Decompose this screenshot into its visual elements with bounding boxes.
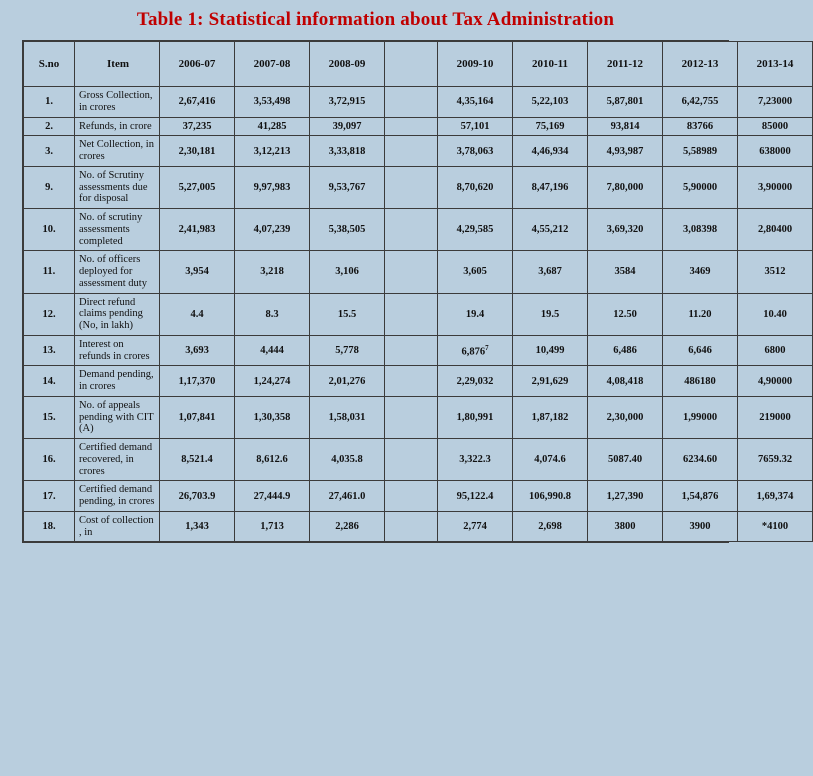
row-value-cell: 27,461.0 — [310, 481, 385, 512]
row-value-cell: 4,29,585 — [438, 209, 513, 251]
row-value-cell: 10,499 — [513, 335, 588, 366]
footnote-marker: 7 — [485, 343, 489, 352]
row-value-cell: 5,778 — [310, 335, 385, 366]
row-value-cell: 4,444 — [235, 335, 310, 366]
row-value-cell: 7,80,000 — [588, 166, 663, 208]
row-value-cell: *4100 — [738, 511, 813, 542]
row-value-cell: 106,990.8 — [513, 481, 588, 512]
row-value-cell: 486180 — [663, 366, 738, 397]
table-row — [24, 251, 813, 293]
row-item-label: Interest on refunds in crores — [75, 335, 160, 366]
table-header-row — [24, 42, 813, 87]
row-value-cell: 6,486 — [588, 335, 663, 366]
row-value-cell: 3584 — [588, 251, 663, 293]
row-value-cell: 1,30,358 — [235, 396, 310, 438]
row-blank-cell — [385, 335, 438, 366]
row-value-cell: 7,23000 — [738, 87, 813, 118]
column-header-2012-13: 2012-13 — [663, 42, 738, 87]
table-header — [24, 42, 813, 87]
row-value-cell: 10.40 — [738, 293, 813, 335]
row-value-cell: 3,72,915 — [310, 87, 385, 118]
row-serial-number: 9. — [24, 166, 75, 208]
row-value-cell: 8,47,196 — [513, 166, 588, 208]
row-value-cell: 1,27,390 — [588, 481, 663, 512]
table-row — [24, 439, 813, 481]
row-value-cell: 3,605 — [438, 251, 513, 293]
row-value-cell: 19.5 — [513, 293, 588, 335]
row-value-cell: 2,30,000 — [588, 396, 663, 438]
row-value-cell: 3,53,498 — [235, 87, 310, 118]
table-body — [24, 87, 813, 542]
row-blank-cell — [385, 209, 438, 251]
row-value-cell: 3,106 — [310, 251, 385, 293]
row-value-cell: 1,24,274 — [235, 366, 310, 397]
row-value-cell: 1,80,991 — [438, 396, 513, 438]
row-value-cell: 3,12,213 — [235, 136, 310, 167]
row-value-cell: 2,29,032 — [438, 366, 513, 397]
row-value-cell: 4,08,418 — [588, 366, 663, 397]
row-value-cell: 37,235 — [160, 117, 235, 136]
column-header-2013-14: 2013-14 — [738, 42, 813, 87]
row-value-cell: 6,646 — [663, 335, 738, 366]
row-value-cell: 4.4 — [160, 293, 235, 335]
row-value-cell: 638000 — [738, 136, 813, 167]
row-value-cell: 2,30,181 — [160, 136, 235, 167]
row-value-cell: 4,07,239 — [235, 209, 310, 251]
row-blank-cell — [385, 481, 438, 512]
row-blank-cell — [385, 136, 438, 167]
row-value-cell: 4,074.6 — [513, 439, 588, 481]
row-value-cell: 3,954 — [160, 251, 235, 293]
row-value-cell: 4,55,212 — [513, 209, 588, 251]
row-value-cell: 3,693 — [160, 335, 235, 366]
row-value-cell: 83766 — [663, 117, 738, 136]
row-value-cell: 19.4 — [438, 293, 513, 335]
row-value-cell: 5087.40 — [588, 439, 663, 481]
row-value-cell: 3,687 — [513, 251, 588, 293]
row-value-cell: 3,33,818 — [310, 136, 385, 167]
row-blank-cell — [385, 511, 438, 542]
page-title: Table 1: Statistical information about Tax Administration — [136, 9, 615, 30]
column-header-blank — [385, 42, 438, 87]
row-value-cell: 2,91,629 — [513, 366, 588, 397]
table-row — [24, 293, 813, 335]
statistical-table — [23, 41, 813, 542]
column-header-2010-11: 2010-11 — [513, 42, 588, 87]
table-row — [24, 209, 813, 251]
row-value-cell: 15.5 — [310, 293, 385, 335]
row-serial-number: 17. — [24, 481, 75, 512]
row-value-cell: 3,78,063 — [438, 136, 513, 167]
row-item-label: Certified demand recovered, in crores — [75, 439, 160, 481]
row-value-cell: 5,87,801 — [588, 87, 663, 118]
row-serial-number: 15. — [24, 396, 75, 438]
row-value-cell: 5,90000 — [663, 166, 738, 208]
row-value-cell: 1,99000 — [663, 396, 738, 438]
row-value-cell: 2,67,416 — [160, 87, 235, 118]
row-value-cell: 11.20 — [663, 293, 738, 335]
row-item-label: Gross Collection, in crores — [75, 87, 160, 118]
row-item-label: Certified demand pending, in crores — [75, 481, 160, 512]
row-blank-cell — [385, 366, 438, 397]
row-value-cell: 85000 — [738, 117, 813, 136]
table-row — [24, 481, 813, 512]
statistical-table-container — [22, 40, 794, 543]
row-value-cell: 1,58,031 — [310, 396, 385, 438]
row-value-cell: 1,713 — [235, 511, 310, 542]
row-serial-number: 18. — [24, 511, 75, 542]
row-serial-number: 13. — [24, 335, 75, 366]
table-row — [24, 136, 813, 167]
row-value-cell: 5,58989 — [663, 136, 738, 167]
column-header-2011-12: 2011-12 — [588, 42, 663, 87]
row-blank-cell — [385, 439, 438, 481]
row-item-label: No. of Scrutiny assessments due for disposal — [75, 166, 160, 208]
row-blank-cell — [385, 166, 438, 208]
row-value-cell: 9,97,983 — [235, 166, 310, 208]
row-serial-number: 11. — [24, 251, 75, 293]
row-serial-number: 10. — [24, 209, 75, 251]
row-blank-cell — [385, 396, 438, 438]
row-value-cell: 3,322.3 — [438, 439, 513, 481]
row-value-cell: 27,444.9 — [235, 481, 310, 512]
row-value-cell: 2,286 — [310, 511, 385, 542]
table-row — [24, 366, 813, 397]
row-serial-number: 3. — [24, 136, 75, 167]
row-value-cell: 3469 — [663, 251, 738, 293]
row-value-cell: 3,69,320 — [588, 209, 663, 251]
row-value-cell: 39,097 — [310, 117, 385, 136]
table-row — [24, 166, 813, 208]
row-value-cell: 3512 — [738, 251, 813, 293]
row-value-cell: 2,698 — [513, 511, 588, 542]
column-header-2009-10: 2009-10 — [438, 42, 513, 87]
row-blank-cell — [385, 87, 438, 118]
row-value-cell: 1,07,841 — [160, 396, 235, 438]
table-row — [24, 511, 813, 542]
row-value-cell: 2,774 — [438, 511, 513, 542]
row-item-label: Refunds, in crore — [75, 117, 160, 136]
row-serial-number: 16. — [24, 439, 75, 481]
row-serial-number: 2. — [24, 117, 75, 136]
row-value-cell: 12.50 — [588, 293, 663, 335]
row-blank-cell — [385, 293, 438, 335]
row-value-cell: 3800 — [588, 511, 663, 542]
table-row — [24, 87, 813, 118]
row-value-cell: 2,41,983 — [160, 209, 235, 251]
row-value-cell: 1,17,370 — [160, 366, 235, 397]
row-value-cell: 8,612.6 — [235, 439, 310, 481]
row-blank-cell — [385, 251, 438, 293]
row-value-cell: 5,22,103 — [513, 87, 588, 118]
column-header-sno: S.no — [24, 42, 75, 87]
row-value-cell: 93,814 — [588, 117, 663, 136]
row-value-cell: 75,169 — [513, 117, 588, 136]
row-value-cell: 2,80400 — [738, 209, 813, 251]
row-blank-cell — [385, 117, 438, 136]
table-row — [24, 335, 813, 366]
column-header-2008-09: 2008-09 — [310, 42, 385, 87]
row-value-cell: 41,285 — [235, 117, 310, 136]
row-value-cell: 3,90000 — [738, 166, 813, 208]
row-value-cell: 8,70,620 — [438, 166, 513, 208]
row-value-cell: 5,27,005 — [160, 166, 235, 208]
column-header-2007-08: 2007-08 — [235, 42, 310, 87]
row-value-cell: 1,343 — [160, 511, 235, 542]
row-item-label: No. of officers deployed for assessment duty — [75, 251, 160, 293]
row-value-cell: 95,122.4 — [438, 481, 513, 512]
row-value-cell: 4,35,164 — [438, 87, 513, 118]
row-value-cell: 4,93,987 — [588, 136, 663, 167]
row-value-cell: 6,42,755 — [663, 87, 738, 118]
column-header-item: Item — [75, 42, 160, 87]
row-value-cell: 2,01,276 — [310, 366, 385, 397]
row-value-cell: 7659.32 — [738, 439, 813, 481]
row-value-cell: 8,521.4 — [160, 439, 235, 481]
row-item-label: No. of appeals pending with CIT (A) — [75, 396, 160, 438]
row-value-cell: 6,876$^7$ — [438, 335, 513, 366]
row-item-label: Net Collection, in crores — [75, 136, 160, 167]
row-value-cell: 3900 — [663, 511, 738, 542]
row-item-label: Demand pending, in crores — [75, 366, 160, 397]
row-value-cell: 5,38,505 — [310, 209, 385, 251]
row-serial-number: 1. — [24, 87, 75, 118]
row-value-cell: 4,90000 — [738, 366, 813, 397]
row-value-cell: 3,08398 — [663, 209, 738, 251]
row-item-label: Direct refund claims pending (No, in lakh) — [75, 293, 160, 335]
row-value-cell: 8.3 — [235, 293, 310, 335]
row-value-cell: 57,101 — [438, 117, 513, 136]
row-value-cell: 6800 — [738, 335, 813, 366]
column-header-2006-07: 2006-07 — [160, 42, 235, 87]
row-serial-number: 12. — [24, 293, 75, 335]
row-value-cell: 6234.60 — [663, 439, 738, 481]
table-row — [24, 396, 813, 438]
row-value-cell: 219000 — [738, 396, 813, 438]
row-value-cell: 4,46,934 — [513, 136, 588, 167]
row-value-cell: 9,53,767 — [310, 166, 385, 208]
row-value-cell: 3,218 — [235, 251, 310, 293]
row-serial-number: 14. — [24, 366, 75, 397]
table-row — [24, 117, 813, 136]
row-value-cell: 26,703.9 — [160, 481, 235, 512]
row-value-cell: 1,69,374 — [738, 481, 813, 512]
row-item-label: Cost of collection , in — [75, 511, 160, 542]
row-value-cell: 4,035.8 — [310, 439, 385, 481]
row-value-cell: 1,87,182 — [513, 396, 588, 438]
row-item-label: No. of scrutiny assessments completed — [75, 209, 160, 251]
row-value-cell: 1,54,876 — [663, 481, 738, 512]
